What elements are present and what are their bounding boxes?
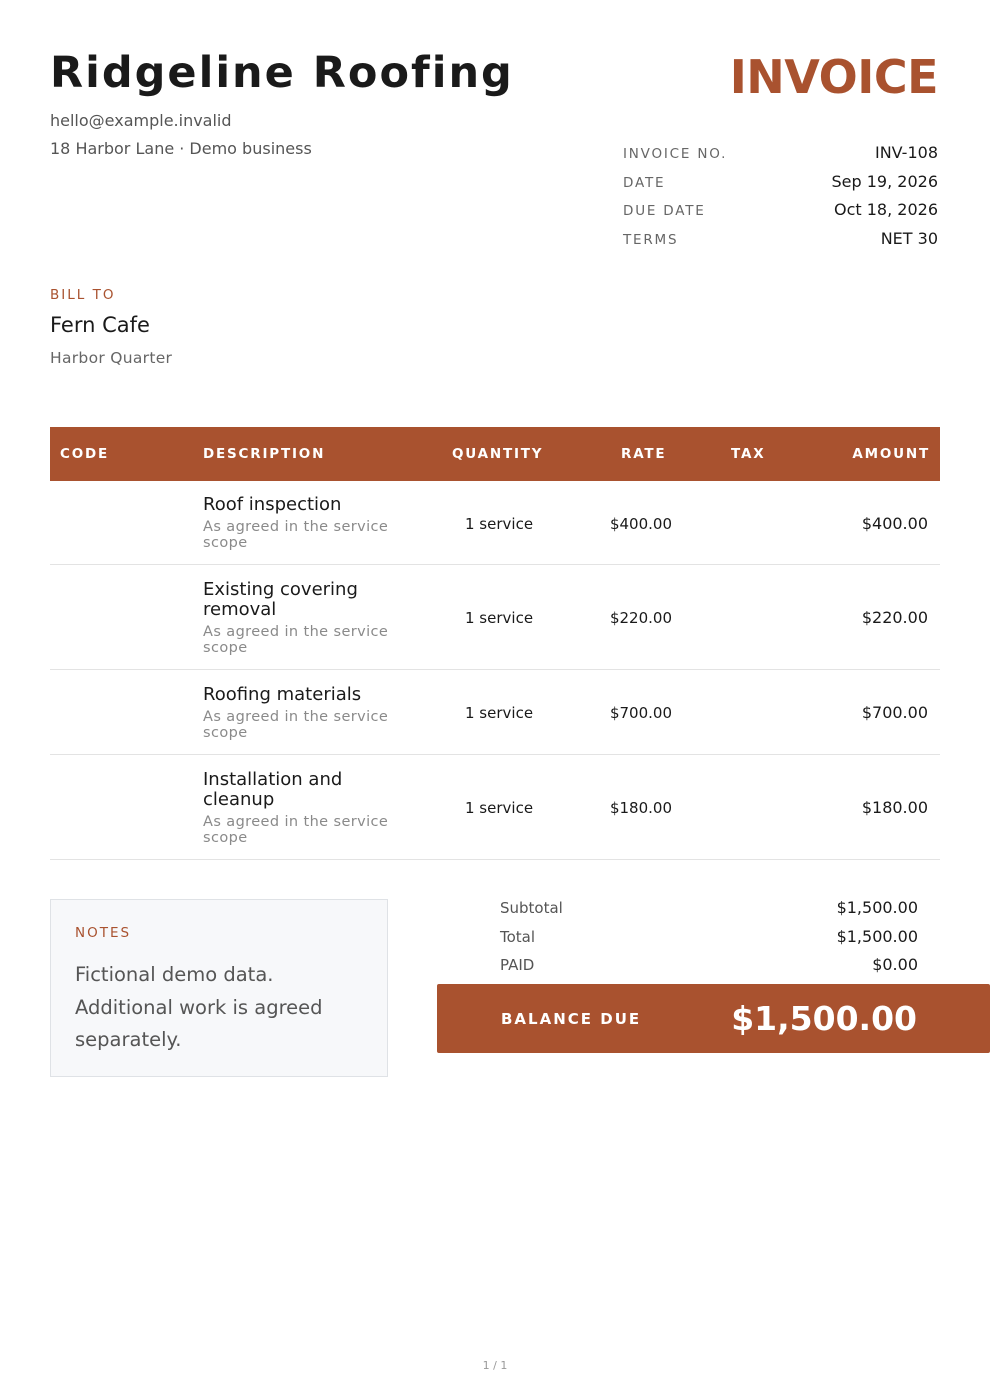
subtotal-row (500, 898, 918, 927)
table-row (50, 565, 940, 670)
date-label: DATE (623, 174, 666, 191)
row-quantity: 1 service (465, 799, 534, 817)
header-tax: TAX (731, 446, 766, 462)
row-rate: $180.00 (609, 799, 672, 817)
row-quantity: 1 service (465, 609, 534, 627)
meta-row-due-date (623, 200, 938, 229)
notes-label: NOTES (75, 925, 132, 941)
header-code: CODE (60, 446, 110, 462)
balance-due-value: $1,500.00 (731, 999, 917, 1038)
table-header (50, 427, 940, 481)
header-quantity: QUANTITY (452, 446, 544, 462)
row-description (203, 580, 393, 656)
invoice-meta (623, 143, 938, 257)
invoice-no-label: INVOICE NO. (623, 146, 728, 162)
notes-box (50, 899, 388, 1077)
row-rate: $400.00 (609, 515, 672, 533)
row-rate: $700.00 (609, 704, 672, 722)
bill-to-subtitle: Harbor Quarter (50, 349, 173, 367)
bill-to-name: Fern Cafe (50, 313, 150, 337)
meta-row-invoice-no (623, 143, 938, 172)
table-row (50, 670, 940, 755)
due-date-label: DUE DATE (623, 203, 706, 219)
header-rate: RATE (621, 446, 667, 462)
subtotal-value: $1,500.00 (836, 898, 918, 917)
meta-row-date (623, 172, 938, 201)
company-name: Ridgeline Roofing (50, 48, 514, 98)
total-value: $1,500.00 (836, 926, 918, 946)
notes-text: Fictional demo data. Additional work is agreed separately. (75, 963, 323, 1051)
line-items-table (50, 427, 940, 860)
row-quantity: 1 service (465, 704, 534, 722)
row-title: Roofing materials (203, 684, 362, 705)
row-note: As agreed in the service scope (203, 519, 389, 551)
paid-value: $0.00 (872, 955, 918, 974)
totals-summary (500, 898, 918, 984)
company-address: 18 Harbor Lane · Demo business (50, 139, 312, 158)
paid-label: PAID (500, 956, 535, 974)
paid-row (500, 955, 918, 984)
invoice-heading: INVOICE (729, 50, 938, 104)
row-quantity: 1 service (465, 515, 534, 533)
balance-due-bar (437, 984, 990, 1053)
row-note: As agreed in the service scope (203, 814, 389, 846)
table-row (50, 481, 940, 565)
due-date-value: Oct 18, 2026 (834, 200, 938, 219)
invoice-no-value: INV-108 (874, 143, 938, 162)
row-amount: $700.00 (861, 703, 928, 722)
subtotal-label: Subtotal (500, 899, 563, 917)
meta-row-terms (623, 229, 938, 258)
row-amount: $400.00 (861, 514, 928, 533)
row-note: As agreed in the service scope (203, 709, 389, 741)
row-title: Existing covering removal (203, 579, 358, 620)
total-label: Total (500, 927, 536, 946)
terms-label: TERMS (623, 231, 679, 248)
company-email: hello@example.invalid (50, 111, 232, 130)
row-description (203, 685, 403, 741)
row-rate: $220.00 (609, 609, 672, 627)
row-amount: $220.00 (861, 608, 928, 627)
row-title: Installation and cleanup (203, 769, 343, 810)
row-description (203, 769, 389, 846)
row-title: Roof inspection (203, 494, 342, 515)
row-amount: $180.00 (861, 798, 928, 817)
balance-due-label: BALANCE DUE (501, 1010, 642, 1028)
row-note: As agreed in the service scope (203, 624, 389, 656)
page-number: 1 / 1 (482, 1359, 508, 1372)
header-description: DESCRIPTION (203, 446, 326, 462)
header-amount: AMOUNT (852, 446, 930, 462)
total-row (500, 927, 918, 956)
date-value: Sep 19, 2026 (831, 171, 938, 191)
bill-to-label: BILL TO (50, 287, 116, 303)
table-row (50, 755, 940, 860)
row-description (203, 495, 403, 551)
terms-value: NET 30 (880, 228, 938, 248)
